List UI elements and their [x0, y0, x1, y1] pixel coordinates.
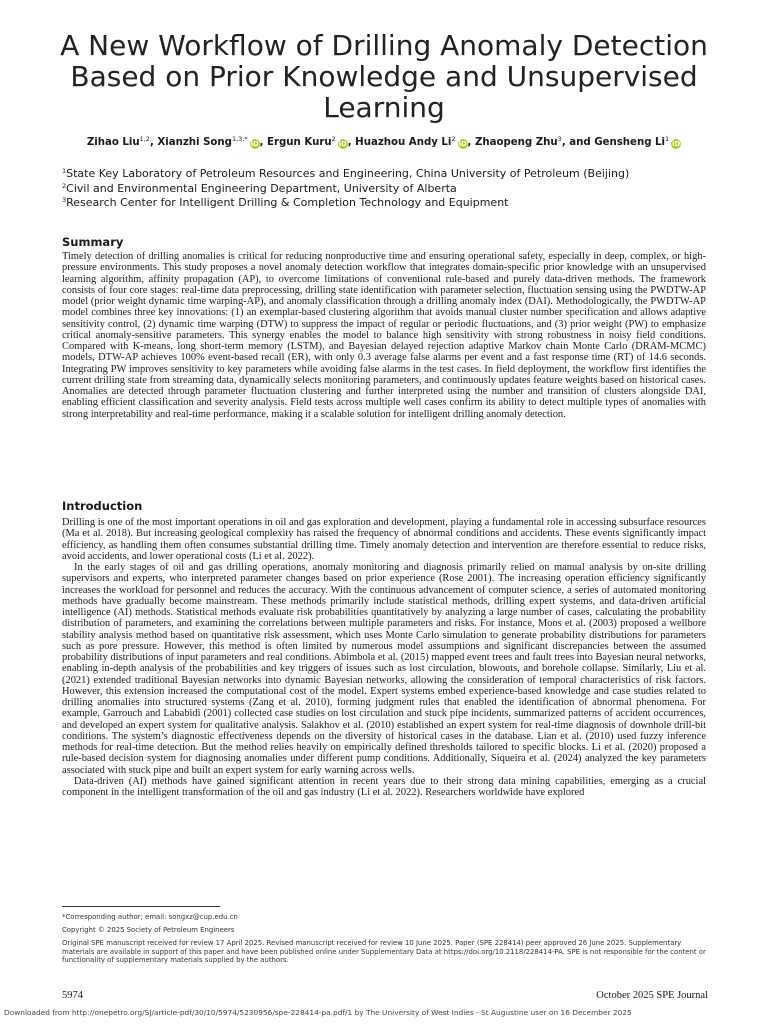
author-affiliation-mark: 3	[557, 135, 562, 143]
orcid-icon[interactable]: iD	[338, 140, 347, 148]
author-affiliation-mark: 1,2	[139, 135, 150, 143]
summary-section	[62, 251, 706, 420]
affiliation	[62, 167, 722, 182]
author-name: Huazhou Andy Li	[355, 137, 452, 148]
page-number: 5974	[62, 990, 83, 1001]
author-list	[40, 137, 728, 149]
affiliation-mark: 3	[62, 196, 67, 204]
author-separator: ,	[149, 137, 158, 148]
journal-footer: October 2025 SPE Journal	[596, 990, 708, 1001]
footnotes	[62, 913, 706, 969]
author-name: Zhaopeng Zhu	[474, 137, 558, 148]
affiliation-text: Research Center for Intelligent Drilling & Completion Technology and Equipment	[66, 196, 509, 209]
affiliation-mark: 1	[62, 167, 67, 175]
orcid-icon[interactable]: iD	[672, 140, 681, 148]
author-name: Gensheng Li	[594, 137, 666, 148]
author-affiliation-mark: 1	[665, 135, 670, 143]
orcid-icon[interactable]: iD	[250, 140, 259, 148]
intro-paragraph-3: Data-driven (AI) methods have gained significant attention in recent years due to their strong data mining capabilities, emerging as a crucial component in the intelligent transformation of the oil and gas industry (Li et al. 2022). Researchers worldwide have explored	[62, 775, 706, 798]
summary-heading: Summary	[62, 235, 124, 249]
affiliation	[62, 196, 722, 211]
paper-title: A New Workflow of Drilling Anomaly Detection Based on Prior Knowledge and Unsupervised Learning	[60, 29, 708, 124]
author-separator: ,	[259, 137, 268, 148]
introduction-heading: Introduction	[62, 499, 143, 513]
copyright-note: Copyright © 2025 Society of Petroleum Engineers	[62, 926, 235, 935]
affiliation-text: Civil and Environmental Engineering Department, University of Alberta	[66, 181, 457, 195]
download-notice: Downloaded from http://onepetro.org/SJ/article-pdf/30/10/5974/5230956/spe-228414-pa.pdf/1 by The University of West Indies - St Augustine user on 16 December 2025	[4, 1008, 632, 1017]
author-affiliation-mark: 1,3,*	[231, 135, 248, 143]
orcid-icon[interactable]: iD	[458, 140, 467, 148]
author-name: Ergun Kuru	[267, 137, 332, 148]
author-name: Zihao Liu	[86, 137, 140, 148]
introduction-section	[62, 517, 706, 798]
affiliation	[62, 182, 722, 197]
affiliation-mark: 2	[62, 181, 67, 190]
author-name: Xianzhi Song	[157, 137, 232, 148]
author-separator: , and	[561, 137, 595, 148]
author-affiliation-mark: 2	[331, 135, 336, 143]
intro-paragraph-2: In the early stages of oil and gas drilling operations, anomaly monitoring and diagnosis primarily relied on manual analysis by on-site drilling supervisors and experts, who interpreted parameter changes based on prior experience (Rose 2001). The increasing operation efficiency significantly increases the workload for personnel and reduces the accuracy. With the continuous advancement of computer science, a series of automated monitoring methods have gradually become mainstream. These methods primarily include statistical methods, drilling expert systems, and data-driven artificial intelligence (AI) methods. Statistical methods evaluate risk probabilities quantitatively by analyzing a large number of cases, calculating the probability distribution of parameters, and examining the correlations between multiple parameters and risks. For instance, Moos et al. (2003) proposed a wellbore stability analysis method based on quantitative risk assessment, which uses Monte Carlo simulation to generate probability distributions for parameters such as pore pressure. However, this method is often limited by numerous model assumptions and significant discrepancies between the assumed probability distributions of input parameters and real conditions. Abimbola et al. (2015) mapped event trees and fault trees into Bayesian neural networks, enabling in-depth analysis of the probabilities and key triggers of issues such as lost circulation, blowouts, and borehole collapse. Similarly, Liu et al. (2021) extended traditional Bayesian networks into dynamic Bayesian networks, allowing the consideration of temporal characteristics of risk factors. However, this extension increased the computational cost of the model. Expert systems embed experience-based knowledge and case studies related to drilling anomalies into structured systems (Zang et al. 2010), forming judgment rules that enabled the identification of abnormal phenomena. For example, Garrouch and Lababidi (2001) collected case studies on lost circulation and stuck pipe incidents, summarized patterns of accident occurrences, and developed an expert system for qualitative analysis. Salakhov et al. (2010) established an expert system for real-time diagnosis of downhole drill-bit conditions. The system’s diagnostic effectiveness depends on the diversity of historical cases in the database. Lian et al. (2010) used fuzzy inference methods for real-time detection. But the method relies heavily on empirically defined thresholds tailored to specific blocks. Li et al. (2020) proposed a rule-based decision system for diagnosing anomalies under different pump conditions. Additionally, Siqueira et al. (2024) analyzed the key parameters associated with stuck pipe and built an expert system for early warning across wells.	[62, 562, 706, 776]
corresponding-author-note: *Corresponding author; email: songxz@cup.edu.cn	[62, 913, 238, 921]
author-affiliation-mark: 2	[451, 135, 456, 143]
author-separator: ,	[347, 137, 356, 148]
affiliation-list	[62, 167, 722, 211]
manuscript-history-note: Original SPE manuscript received for review 17 April 2025. Revised manuscript received for review 10 June 2025. Paper (SPE 228414) peer approved 26 June 2025. Supplementary materials are available in support of this paper and have been published online under Supplementary Data at https://doi.org/10.2118/228414-PA. SPE is not responsible for the content or functionality of supplementary materials supplied by the authors.	[62, 939, 706, 965]
intro-paragraph-1: Drilling is one of the most important operations in oil and gas exploration and development, playing a fundamental role in accessing subsurface resources (Ma et al. 2018). But increasing geological complexity has raised the frequency of abnormal conditions and accidents. These events significantly impact efficiency, as handling them often consumes substantial drilling time. Timely anomaly detection and intervention are therefore essential to reduce risks, avoid accidents, and lower operational costs (Li et al. 2022).	[62, 517, 706, 562]
affiliation-text: State Key Laboratory of Petroleum Resources and Engineering, China University of Petroleum (Beijing)	[66, 167, 630, 180]
author-separator: ,	[467, 137, 475, 148]
summary-paragraph: Timely detection of drilling anomalies is critical for reducing nonproductive time and ensuring operational safety, especially in deep, complex, or high-pressure environments. This study proposes a novel anomaly detection workflow that integrates domain-specific prior knowledge with an unsupervised learning algorithm, affinity propagation (AP), to overcome limitations of conventional rule-based and purely data-driven methods. The framework consists of four core stages: real-time data preprocessing, drilling state identification with parameter selection, fluctuation sensing using the PWDTW-AP model (prior weight dynamic time warping-AP), and anomaly classification through a drilling anomaly index (DAI). Methodologically, the PWDTW-AP model combines three key innovations: (1) an exemplar-based clustering algorithm that avoids manual cluster number specification and allows adaptive sensitivity control, (2) dynamic time warping (DTW) to suppress the impact of regular or periodic fluctuations, and (3) prior weight (PW) to emphasize critical anomaly-sensitive parameters. This synergy enables the model to balance high sensitivity with strong robustness in noisy field conditions. Compared with K-means, long short-term memory (LSTM), and Bayesian delayed rejection adaptive Markov chain Monte Carlo (DRAM-MCMC) models, DTW-AP achieves 100% event-based recall (ER), with only 0.3 average false alarms per event and a fast response time (RT) of 14.6 seconds. Integrating PW improves sensitivity to key parameters while avoiding false alarms in the test cases. In field deployment, the workflow first identifies the current drilling state from streaming data, dynamically selects monitoring parameters, and continuously updates feature weights based on historical cases. Anomalies are detected through parameter fluctuation clustering and further interpreted using the number and transition of clusters alongside DAI, enabling efficient classification and severity analysis. Field tests across multiple well cases confirm its ability to detect multiple types of anomalies with strong interpretability and real-time performance, making it a scalable solution for intelligent drilling anomaly detection.	[62, 251, 706, 420]
footnote-divider	[62, 906, 220, 907]
